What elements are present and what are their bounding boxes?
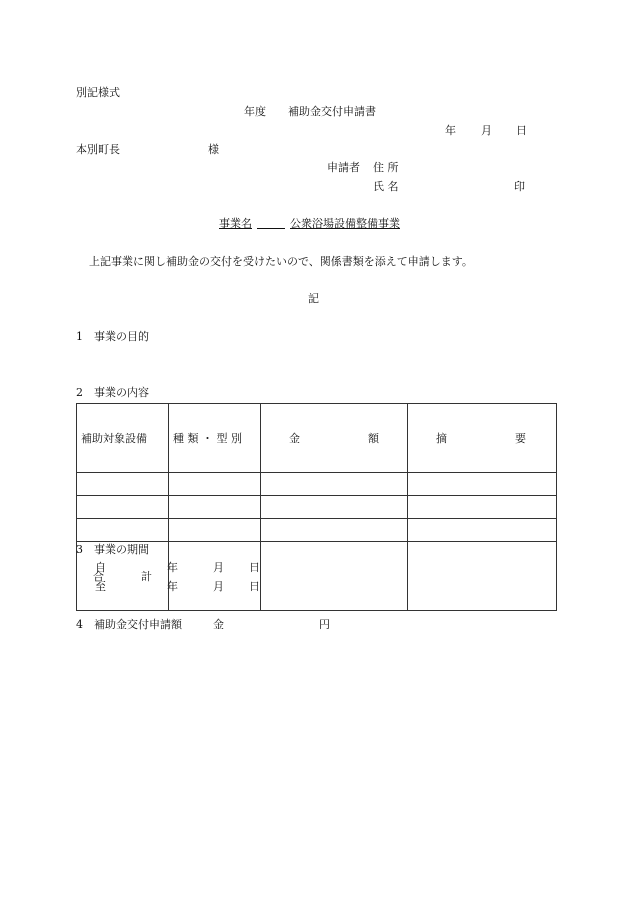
table-cell[interactable] bbox=[169, 473, 261, 496]
project-name: 公衆浴場設備整備事業 bbox=[290, 217, 400, 230]
seal-mark: 印 bbox=[514, 180, 525, 193]
period-from-month: 月 bbox=[213, 561, 224, 574]
project-label: 事業名 bbox=[219, 217, 252, 230]
table-cell[interactable] bbox=[408, 496, 557, 519]
date-month: 月 bbox=[481, 124, 492, 137]
table-cell[interactable] bbox=[169, 542, 261, 611]
date-year: 年 bbox=[445, 124, 456, 137]
table-cell[interactable] bbox=[261, 519, 408, 542]
total-label-2: 計 bbox=[141, 570, 152, 583]
period-from-day: 日 bbox=[249, 561, 260, 574]
table-cell[interactable] bbox=[408, 542, 557, 611]
form-label: 別記様式 bbox=[76, 86, 120, 99]
applicant-label: 申請者 bbox=[327, 161, 360, 174]
period-from: 自 bbox=[95, 561, 106, 574]
address-label: 住 所 bbox=[373, 161, 399, 174]
ki-heading: 記 bbox=[308, 292, 319, 305]
period-to-year: 年 bbox=[167, 580, 178, 593]
header-remarks-2: 要 bbox=[515, 432, 526, 445]
name-label: 氏 名 bbox=[373, 180, 399, 193]
header-amount bbox=[261, 404, 408, 473]
amount-kin: 金 bbox=[213, 618, 224, 631]
project-spacer bbox=[257, 217, 285, 231]
table-cell[interactable] bbox=[408, 473, 557, 496]
period-to-day: 日 bbox=[249, 580, 260, 593]
period-to-month: 月 bbox=[213, 580, 224, 593]
table-row bbox=[77, 496, 557, 519]
header-equipment: 補助対象設備 bbox=[77, 404, 169, 473]
section-4-heading: 4 補助金交付申請額 bbox=[76, 618, 182, 631]
period-from-year: 年 bbox=[167, 561, 178, 574]
table-cell[interactable] bbox=[408, 519, 557, 542]
section-2-heading: 2 事業の内容 bbox=[76, 386, 149, 399]
table-cell[interactable] bbox=[261, 496, 408, 519]
header-remarks bbox=[408, 404, 557, 473]
section-1-heading: 1 事業の目的 bbox=[76, 330, 149, 343]
table-cell[interactable] bbox=[77, 496, 169, 519]
body-text: 上記事業に関し補助金の交付を受けたいので、関係書類を添えて申請します。 bbox=[89, 255, 473, 268]
period-to: 至 bbox=[95, 580, 106, 593]
table-cell[interactable] bbox=[261, 542, 408, 611]
project-content-table bbox=[76, 403, 557, 611]
section-3-heading: 3 事業の期間 bbox=[76, 543, 149, 556]
header-amount-2: 額 bbox=[368, 432, 379, 445]
date-day: 日 bbox=[516, 124, 527, 137]
document-title: 年度 補助金交付申請書 bbox=[244, 105, 376, 118]
table-cell[interactable] bbox=[77, 473, 169, 496]
header-amount-1: 金 bbox=[289, 432, 300, 445]
table-cell[interactable] bbox=[261, 473, 408, 496]
table-header-row bbox=[77, 404, 557, 473]
header-remarks-1: 摘 bbox=[436, 432, 447, 445]
table-cell[interactable] bbox=[169, 496, 261, 519]
addressee-honorific: 様 bbox=[208, 143, 219, 156]
table-row bbox=[77, 519, 557, 542]
table-cell[interactable] bbox=[169, 519, 261, 542]
amount-yen: 円 bbox=[319, 618, 330, 631]
table-cell[interactable] bbox=[77, 519, 169, 542]
addressee-name: 本別町長 bbox=[76, 143, 120, 156]
header-type: 種 類 ・ 型 別 bbox=[169, 404, 261, 473]
total-label-1: 合 bbox=[93, 570, 104, 583]
table-row bbox=[77, 473, 557, 496]
